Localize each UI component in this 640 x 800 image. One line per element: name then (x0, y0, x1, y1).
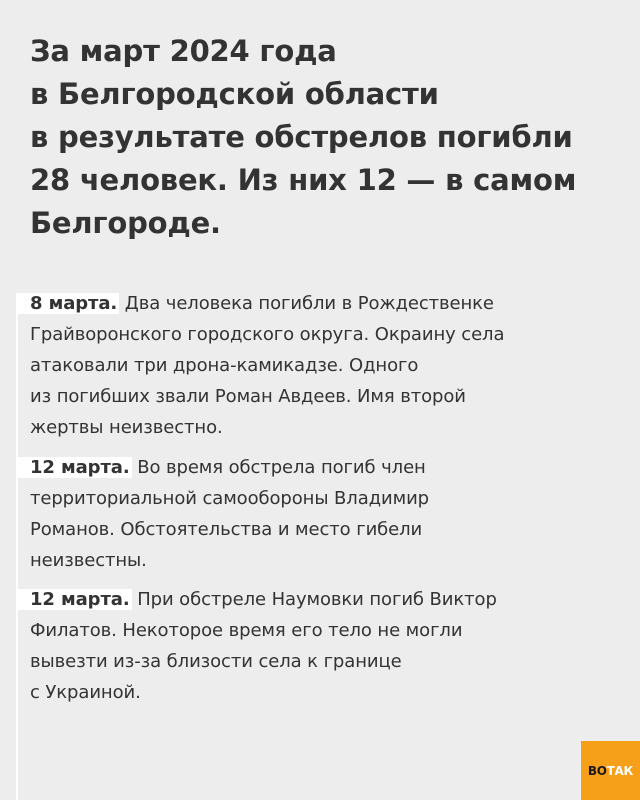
headline (30, 30, 590, 245)
headline-line: 28 человек. Из них 12 — в самом (30, 163, 577, 197)
headline-line: в результате обстрелов погибли (30, 120, 573, 154)
entry-text: При обстреле Наумовки погиб Виктор (131, 589, 497, 610)
headline-line: Белгороде. (30, 206, 221, 240)
headline-line: За март 2024 года (30, 34, 337, 68)
entry-march-8 (30, 288, 590, 443)
entry-march-12-filatov (30, 584, 590, 708)
entry-line: Филатов. Некоторое время его тело не могли (30, 620, 463, 641)
entry-line: территориальной самообороны Владимир (30, 488, 429, 509)
entry-line (30, 584, 590, 615)
headline-line: в Белгородской области (30, 77, 439, 111)
entry-date: 12 марта. (16, 589, 132, 610)
entry-line: Романов. Обстоятельства и место гибели (30, 519, 423, 540)
entry-march-12-romanov (30, 452, 590, 576)
entry-date: 8 марта. (16, 293, 119, 314)
entry-line: жертвы неизвестно. (30, 417, 223, 438)
logo-text (588, 764, 633, 778)
entry-line: с Украиной. (30, 682, 141, 703)
timeline-divider (16, 300, 18, 800)
logo-text-part1: ВО (587, 763, 607, 778)
entry-line (30, 452, 590, 483)
entry-line: атаковали три дрона-камикадзе. Одного (30, 355, 419, 376)
logo-text-part2: ТАК (606, 763, 634, 778)
entry-date: 12 марта. (16, 457, 132, 478)
entry-line: вывезти из-за близости села к границе (30, 651, 402, 672)
entry-line: из погибших звали Роман Авдеев. Имя второй (30, 386, 466, 407)
entry-text: Два человека погибли в Рождественке (119, 293, 494, 314)
entry-text: Во время обстрела погиб член (131, 457, 426, 478)
entry-line: неизвестны. (30, 550, 147, 571)
entry-line (30, 288, 590, 319)
entry-line: Грайворонского городского округа. Окраину села (30, 324, 505, 345)
vot-tak-logo (581, 741, 640, 800)
